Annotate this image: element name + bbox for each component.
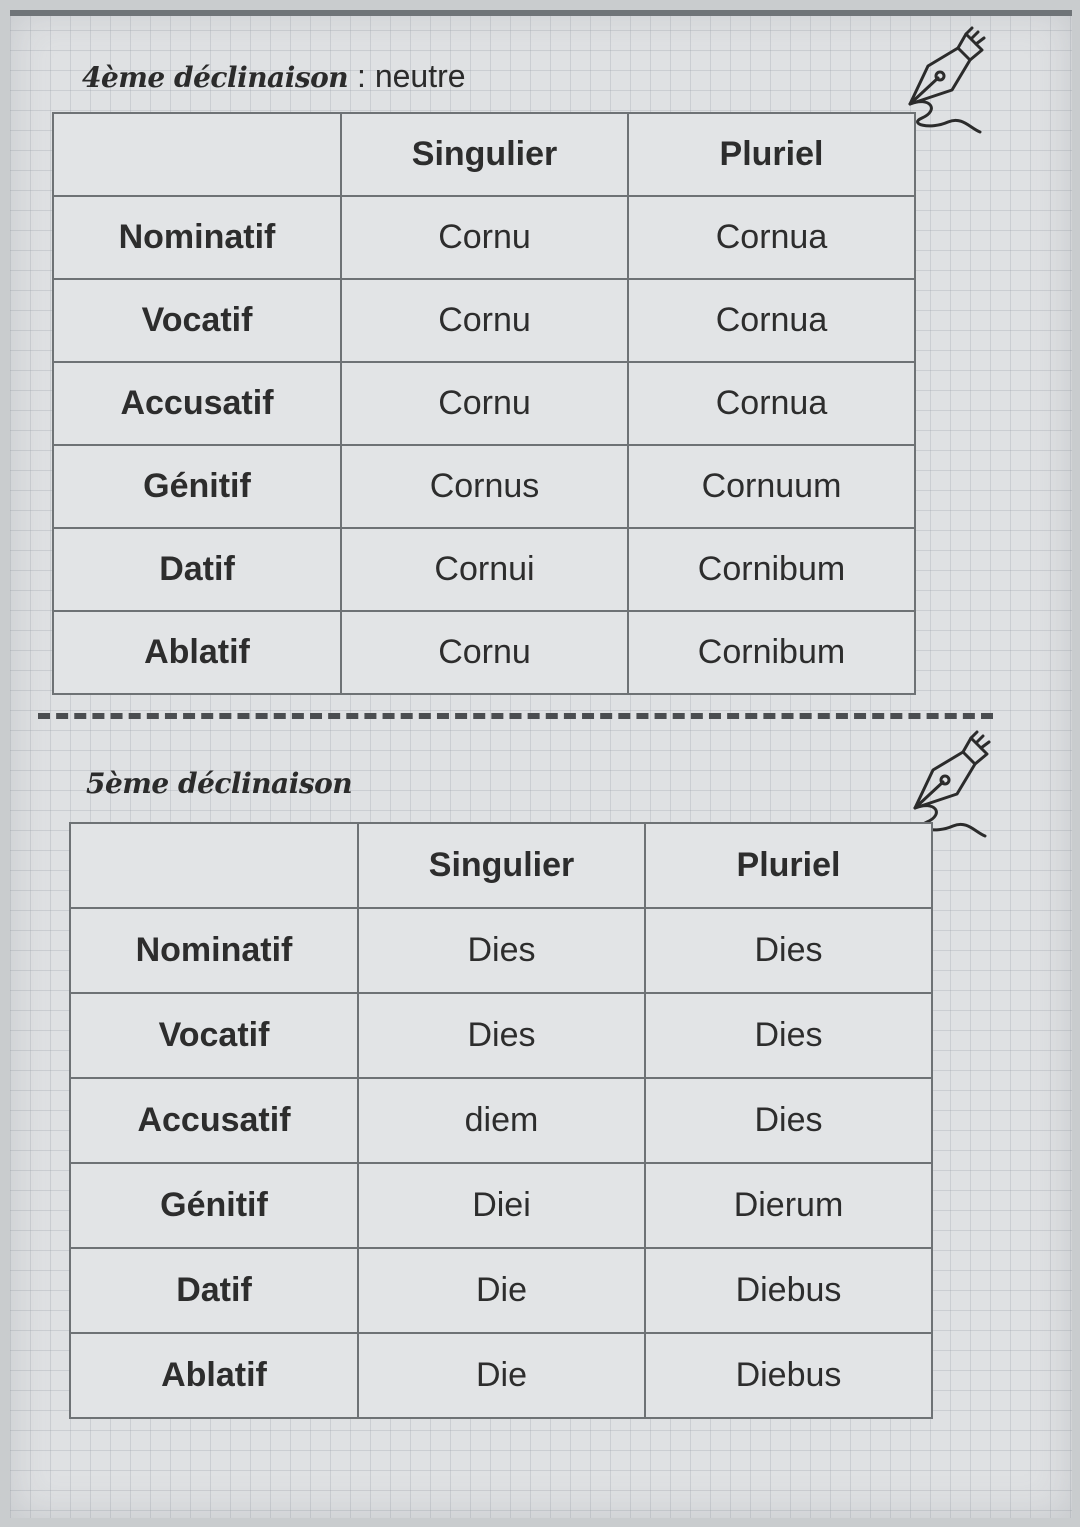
header-singulier: Singulier: [341, 113, 628, 196]
table-row: [70, 908, 932, 993]
case-label: Nominatif: [53, 196, 341, 279]
table-header-row: [53, 113, 915, 196]
plural-form: Dies: [645, 993, 932, 1078]
plural-form: Cornuum: [628, 445, 915, 528]
case-label: Nominatif: [70, 908, 358, 993]
declension-table-5: [69, 822, 933, 1419]
case-label: Accusatif: [70, 1078, 358, 1163]
table-header-row: [70, 823, 932, 908]
declension-table-4: [52, 112, 916, 695]
header-pluriel: Pluriel: [645, 823, 932, 908]
table-row: [70, 1333, 932, 1418]
singular-form: Cornus: [341, 445, 628, 528]
header-empty-cell: [70, 823, 358, 908]
plural-form: Diebus: [645, 1248, 932, 1333]
table-row: [53, 445, 915, 528]
case-label: Accusatif: [53, 362, 341, 445]
singular-form: Cornu: [341, 362, 628, 445]
case-label: Datif: [53, 528, 341, 611]
singular-form: Cornu: [341, 279, 628, 362]
plural-form: Dies: [645, 1078, 932, 1163]
singular-form: Cornu: [341, 611, 628, 694]
table-row: [70, 1078, 932, 1163]
case-label: Vocatif: [70, 993, 358, 1078]
plural-form: Cornua: [628, 196, 915, 279]
plural-form: Diebus: [645, 1333, 932, 1418]
case-label: Datif: [70, 1248, 358, 1333]
plural-form: Cornibum: [628, 528, 915, 611]
singular-form: Diei: [358, 1163, 645, 1248]
singular-form: Die: [358, 1248, 645, 1333]
section-title-4eme-declinaison: [82, 58, 466, 95]
plural-form: Dierum: [645, 1163, 932, 1248]
table-row: [53, 196, 915, 279]
plural-form: Dies: [645, 908, 932, 993]
section-title-5eme-declinaison: [86, 764, 352, 801]
section-title-suffix: : neutre: [348, 58, 466, 94]
case-label: Génitif: [53, 445, 341, 528]
plural-form: Cornua: [628, 362, 915, 445]
singular-form: Dies: [358, 908, 645, 993]
table-row: [53, 611, 915, 694]
table-row: [70, 1163, 932, 1248]
table-row: [53, 362, 915, 445]
singular-form: Dies: [358, 993, 645, 1078]
section-title-script: 4ème déclinaison: [82, 61, 349, 94]
table-row: [53, 279, 915, 362]
plural-form: Cornua: [628, 279, 915, 362]
case-label: Ablatif: [70, 1333, 358, 1418]
section-title-script: 5ème déclinaison: [86, 767, 353, 800]
table-row: [70, 993, 932, 1078]
table-row: [70, 1248, 932, 1333]
page-top-edge: [10, 10, 1072, 16]
table-row: [53, 528, 915, 611]
case-label: Vocatif: [53, 279, 341, 362]
plural-form: Cornibum: [628, 611, 915, 694]
singular-form: Cornu: [341, 196, 628, 279]
case-label: Ablatif: [53, 611, 341, 694]
dashed-separator: [38, 713, 993, 719]
case-label: Génitif: [70, 1163, 358, 1248]
header-pluriel: Pluriel: [628, 113, 915, 196]
singular-form: Die: [358, 1333, 645, 1418]
header-singulier: Singulier: [358, 823, 645, 908]
singular-form: Cornui: [341, 528, 628, 611]
header-empty-cell: [53, 113, 341, 196]
singular-form: diem: [358, 1078, 645, 1163]
